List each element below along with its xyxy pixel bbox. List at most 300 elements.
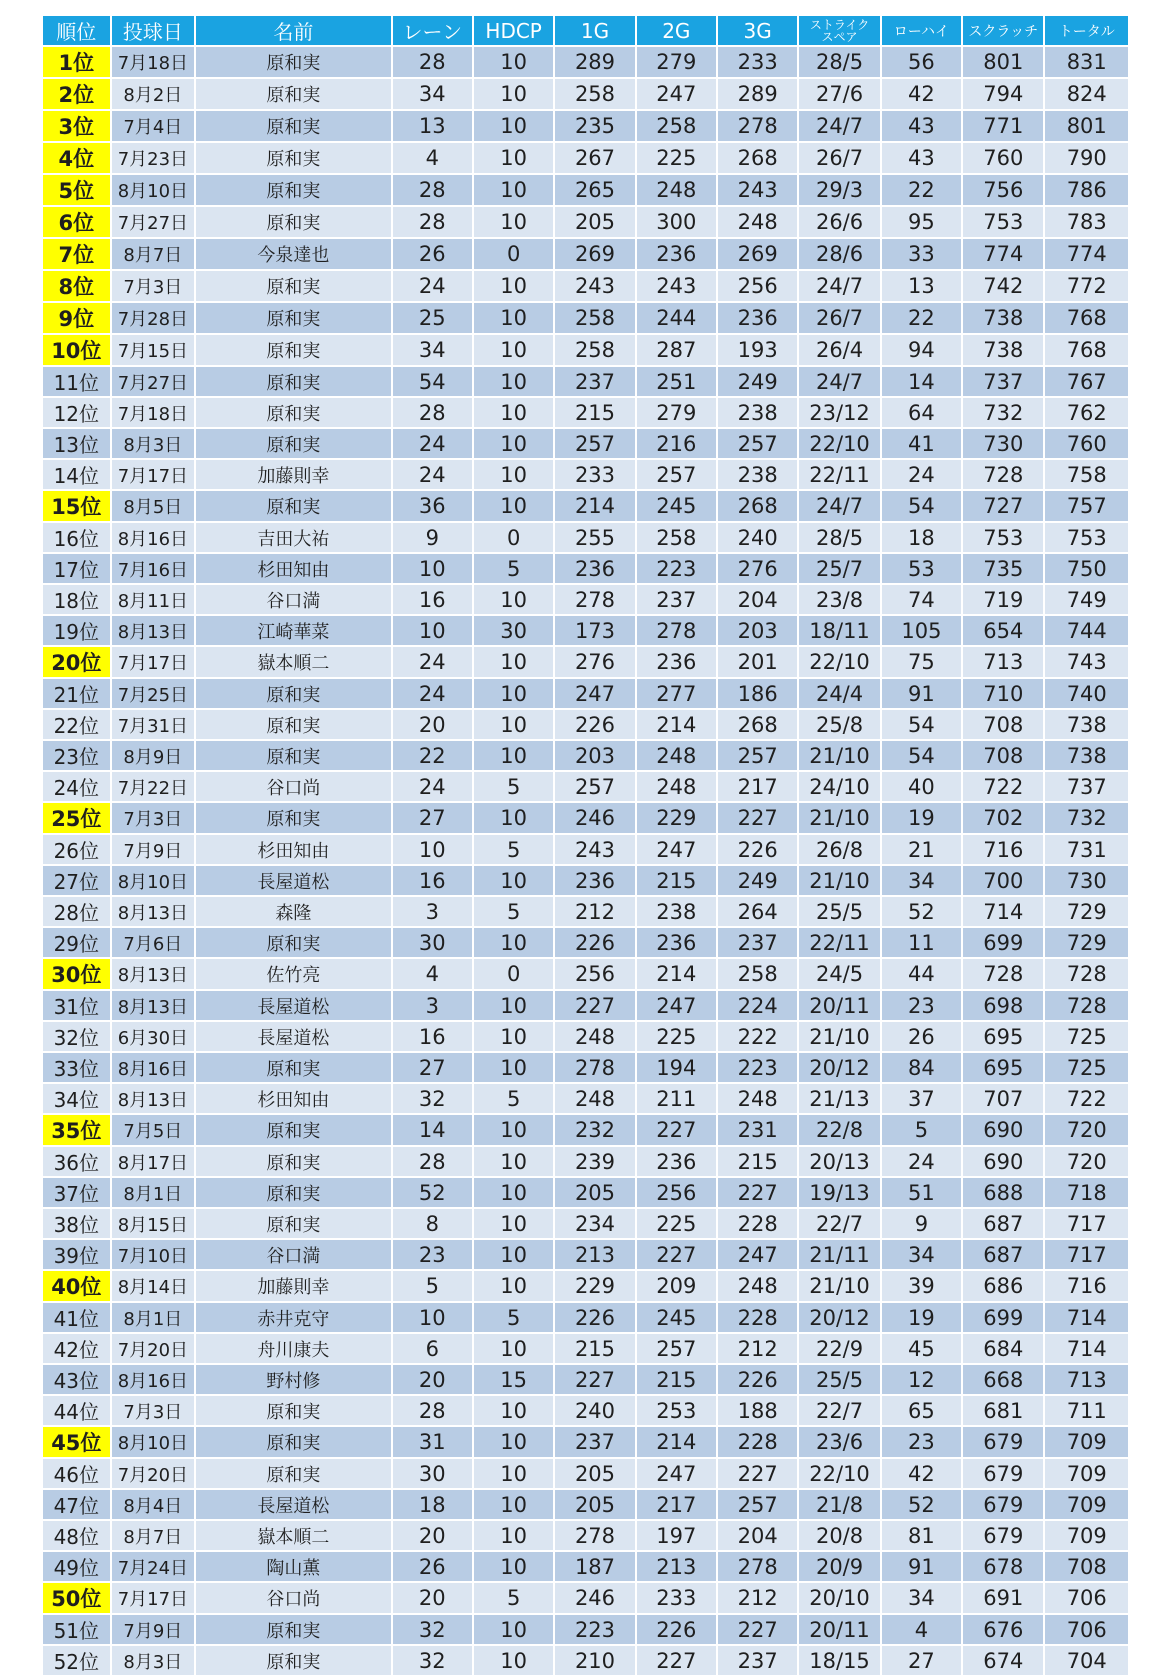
name-cell: 原和実 [195, 1208, 392, 1239]
strike-spare-cell: 22/10 [798, 1458, 880, 1489]
table-row [43, 1364, 1128, 1395]
hdcp-cell: 10 [473, 142, 554, 174]
name-cell: 長屋道松 [195, 990, 392, 1021]
scratch-cell: 698 [962, 990, 1044, 1021]
game3-score: 193 [717, 334, 798, 366]
rank-cell: 36位 [43, 1146, 111, 1177]
hdcp-cell: 5 [473, 553, 554, 584]
table-row [43, 1395, 1128, 1426]
game2-score: 227 [636, 1645, 717, 1676]
hdcp-cell: 10 [473, 1551, 554, 1582]
table-row [43, 1489, 1128, 1520]
lane-cell: 20 [392, 709, 473, 740]
game3-score: 236 [717, 302, 798, 334]
scratch-cell: 687 [962, 1208, 1044, 1239]
total-cell: 760 [1044, 428, 1128, 459]
lane-cell: 24 [392, 428, 473, 459]
game2-score: 214 [636, 958, 717, 990]
scratch-cell: 732 [962, 397, 1044, 428]
lowhigh-cell: 33 [881, 238, 962, 270]
total-cell: 725 [1044, 1021, 1128, 1052]
game1-score: 233 [554, 459, 635, 490]
date-cell: 7月27日 [111, 206, 196, 238]
lowhigh-cell: 52 [881, 1489, 962, 1520]
game1-score: 258 [554, 334, 635, 366]
rank-cell: 52位 [43, 1645, 111, 1676]
hdcp-cell: 30 [473, 615, 554, 646]
scratch-cell: 710 [962, 678, 1044, 709]
lowhigh-cell: 54 [881, 490, 962, 522]
lowhigh-cell: 105 [881, 615, 962, 646]
strike-spare-cell: 22/7 [798, 1395, 880, 1426]
date-cell: 7月22日 [111, 771, 196, 802]
name-cell: 原和実 [195, 1426, 392, 1458]
scratch-cell: 674 [962, 1645, 1044, 1676]
strike-spare-cell: 19/13 [798, 1177, 880, 1208]
game2-score: 211 [636, 1083, 717, 1114]
header-scratch: スクラッチ [962, 16, 1044, 46]
strike-spare-cell: 26/7 [798, 142, 880, 174]
game3-score: 248 [717, 1270, 798, 1302]
lowhigh-cell: 95 [881, 206, 962, 238]
game2-score: 277 [636, 678, 717, 709]
total-cell: 717 [1044, 1208, 1128, 1239]
game3-score: 227 [717, 1177, 798, 1208]
strike-spare-cell: 22/8 [798, 1114, 880, 1146]
rank-cell: 40位 [43, 1270, 111, 1302]
ranking-table [43, 16, 1128, 1677]
total-cell: 772 [1044, 270, 1128, 302]
name-cell: 嶽本順二 [195, 646, 392, 678]
rank-cell: 46位 [43, 1458, 111, 1489]
strike-spare-cell: 23/8 [798, 584, 880, 615]
lane-cell: 22 [392, 740, 473, 771]
lowhigh-cell: 81 [881, 1520, 962, 1551]
date-cell: 7月20日 [111, 1458, 196, 1489]
total-cell: 709 [1044, 1426, 1128, 1458]
hdcp-cell: 10 [473, 1645, 554, 1676]
strike-spare-cell: 24/7 [798, 366, 880, 397]
lowhigh-cell: 52 [881, 896, 962, 927]
game3-score: 237 [717, 1645, 798, 1676]
date-cell: 8月10日 [111, 865, 196, 896]
game3-score: 226 [717, 834, 798, 865]
scratch-cell: 654 [962, 615, 1044, 646]
strike-spare-cell: 21/10 [798, 802, 880, 834]
date-cell: 8月17日 [111, 1146, 196, 1177]
game3-score: 264 [717, 896, 798, 927]
rank-cell: 8位 [43, 270, 111, 302]
scratch-cell: 738 [962, 302, 1044, 334]
game2-score: 233 [636, 1582, 717, 1614]
strike-spare-cell: 23/6 [798, 1426, 880, 1458]
game3-score: 257 [717, 740, 798, 771]
total-cell: 768 [1044, 334, 1128, 366]
strike-spare-cell: 26/8 [798, 834, 880, 865]
date-cell: 8月2日 [111, 78, 196, 110]
name-cell: 長屋道松 [195, 1489, 392, 1520]
name-cell: 原和実 [195, 927, 392, 958]
lowhigh-cell: 74 [881, 584, 962, 615]
game2-score: 247 [636, 1458, 717, 1489]
name-cell: 佐竹亮 [195, 958, 392, 990]
lowhigh-cell: 12 [881, 1364, 962, 1395]
rank-cell: 21位 [43, 678, 111, 709]
lane-cell: 3 [392, 990, 473, 1021]
table-row [43, 46, 1128, 78]
hdcp-cell: 10 [473, 459, 554, 490]
game2-score: 217 [636, 1489, 717, 1520]
rank-cell: 4位 [43, 142, 111, 174]
strike-spare-cell: 22/11 [798, 459, 880, 490]
name-cell: 谷口尚 [195, 1582, 392, 1614]
game2-score: 245 [636, 490, 717, 522]
game3-score: 231 [717, 1114, 798, 1146]
hdcp-cell: 5 [473, 1302, 554, 1333]
scratch-cell: 742 [962, 270, 1044, 302]
total-cell: 714 [1044, 1302, 1128, 1333]
rank-cell: 20位 [43, 646, 111, 678]
game1-score: 257 [554, 428, 635, 459]
game2-score: 194 [636, 1052, 717, 1083]
game1-score: 232 [554, 1114, 635, 1146]
date-cell: 7月15日 [111, 334, 196, 366]
game3-score: 248 [717, 206, 798, 238]
hdcp-cell: 10 [473, 1270, 554, 1302]
name-cell: 原和実 [195, 366, 392, 397]
scratch-cell: 774 [962, 238, 1044, 270]
lane-cell: 10 [392, 553, 473, 584]
hdcp-cell: 10 [473, 490, 554, 522]
date-cell: 7月3日 [111, 802, 196, 834]
table-row [43, 302, 1128, 334]
hdcp-cell: 5 [473, 1582, 554, 1614]
date-cell: 6月30日 [111, 1021, 196, 1052]
lane-cell: 4 [392, 958, 473, 990]
lowhigh-cell: 44 [881, 958, 962, 990]
lane-cell: 10 [392, 1302, 473, 1333]
lowhigh-cell: 14 [881, 366, 962, 397]
game3-score: 215 [717, 1146, 798, 1177]
strike-spare-cell: 23/12 [798, 397, 880, 428]
strike-spare-cell: 25/7 [798, 553, 880, 584]
game1-score: 265 [554, 174, 635, 206]
total-cell: 732 [1044, 802, 1128, 834]
game2-score: 244 [636, 302, 717, 334]
hdcp-cell: 10 [473, 334, 554, 366]
lane-cell: 54 [392, 366, 473, 397]
game1-score: 226 [554, 927, 635, 958]
name-cell: 原和実 [195, 110, 392, 142]
table-row [43, 238, 1128, 270]
strike-spare-cell: 22/7 [798, 1208, 880, 1239]
scratch-cell: 695 [962, 1021, 1044, 1052]
date-cell: 8月13日 [111, 990, 196, 1021]
table-row [43, 174, 1128, 206]
lowhigh-cell: 34 [881, 1582, 962, 1614]
date-cell: 8月5日 [111, 490, 196, 522]
lane-cell: 13 [392, 110, 473, 142]
date-cell: 7月4日 [111, 110, 196, 142]
header-total: トータル [1044, 16, 1128, 46]
lowhigh-cell: 43 [881, 110, 962, 142]
table-row [43, 1208, 1128, 1239]
lane-cell: 25 [392, 302, 473, 334]
hdcp-cell: 10 [473, 397, 554, 428]
game2-score: 209 [636, 1270, 717, 1302]
total-cell: 801 [1044, 110, 1128, 142]
table-row [43, 1270, 1128, 1302]
rank-cell: 6位 [43, 206, 111, 238]
header-spare-label: スペア [821, 29, 858, 44]
game1-score: 214 [554, 490, 635, 522]
date-cell: 8月7日 [111, 238, 196, 270]
total-cell: 711 [1044, 1395, 1128, 1426]
total-cell: 744 [1044, 615, 1128, 646]
total-cell: 717 [1044, 1239, 1128, 1270]
rank-cell: 44位 [43, 1395, 111, 1426]
game2-score: 213 [636, 1551, 717, 1582]
scratch-cell: 699 [962, 1302, 1044, 1333]
table-row [43, 1114, 1128, 1146]
game1-score: 248 [554, 1083, 635, 1114]
game2-score: 216 [636, 428, 717, 459]
scratch-cell: 679 [962, 1458, 1044, 1489]
game1-score: 215 [554, 397, 635, 428]
lowhigh-cell: 19 [881, 802, 962, 834]
scratch-cell: 727 [962, 490, 1044, 522]
lowhigh-cell: 26 [881, 1021, 962, 1052]
table-row [43, 802, 1128, 834]
date-cell: 8月13日 [111, 958, 196, 990]
table-row [43, 646, 1128, 678]
game2-score: 226 [636, 1614, 717, 1645]
hdcp-cell: 10 [473, 428, 554, 459]
game2-score: 227 [636, 1239, 717, 1270]
strike-spare-cell: 24/7 [798, 490, 880, 522]
rank-cell: 29位 [43, 927, 111, 958]
strike-spare-cell: 28/6 [798, 238, 880, 270]
strike-spare-cell: 26/6 [798, 206, 880, 238]
lowhigh-cell: 41 [881, 428, 962, 459]
date-cell: 8月7日 [111, 1520, 196, 1551]
total-cell: 753 [1044, 522, 1128, 553]
lowhigh-cell: 9 [881, 1208, 962, 1239]
date-cell: 8月9日 [111, 740, 196, 771]
game2-score: 214 [636, 709, 717, 740]
date-cell: 7月9日 [111, 834, 196, 865]
hdcp-cell: 0 [473, 238, 554, 270]
name-cell: 原和実 [195, 270, 392, 302]
rank-cell: 11位 [43, 366, 111, 397]
game2-score: 237 [636, 584, 717, 615]
game1-score: 255 [554, 522, 635, 553]
game1-score: 237 [554, 1426, 635, 1458]
lane-cell: 34 [392, 78, 473, 110]
scratch-cell: 713 [962, 646, 1044, 678]
lane-cell: 16 [392, 1021, 473, 1052]
total-cell: 740 [1044, 678, 1128, 709]
game3-score: 258 [717, 958, 798, 990]
game3-score: 233 [717, 46, 798, 78]
name-cell: 原和実 [195, 1645, 392, 1676]
scratch-cell: 738 [962, 334, 1044, 366]
total-cell: 709 [1044, 1458, 1128, 1489]
lowhigh-cell: 23 [881, 1426, 962, 1458]
name-cell: 加藤則幸 [195, 1270, 392, 1302]
rank-cell: 25位 [43, 802, 111, 834]
scratch-cell: 719 [962, 584, 1044, 615]
strike-spare-cell: 24/5 [798, 958, 880, 990]
hdcp-cell: 10 [473, 709, 554, 740]
total-cell: 774 [1044, 238, 1128, 270]
rank-cell: 51位 [43, 1614, 111, 1645]
table-row [43, 1582, 1128, 1614]
game2-score: 279 [636, 397, 717, 428]
strike-spare-cell: 21/10 [798, 865, 880, 896]
lane-cell: 30 [392, 927, 473, 958]
hdcp-cell: 10 [473, 740, 554, 771]
lane-cell: 24 [392, 771, 473, 802]
name-cell: 谷口尚 [195, 771, 392, 802]
header-lane: レーン [392, 16, 473, 46]
strike-spare-cell: 29/3 [798, 174, 880, 206]
scratch-cell: 681 [962, 1395, 1044, 1426]
hdcp-cell: 10 [473, 990, 554, 1021]
name-cell: 舟川康夫 [195, 1333, 392, 1364]
date-cell: 7月18日 [111, 397, 196, 428]
scratch-cell: 737 [962, 366, 1044, 397]
scratch-cell: 794 [962, 78, 1044, 110]
lowhigh-cell: 4 [881, 1614, 962, 1645]
game3-score: 204 [717, 584, 798, 615]
total-cell: 758 [1044, 459, 1128, 490]
strike-spare-cell: 20/9 [798, 1551, 880, 1582]
lowhigh-cell: 5 [881, 1114, 962, 1146]
scratch-cell: 668 [962, 1364, 1044, 1395]
table-row [43, 927, 1128, 958]
hdcp-cell: 10 [473, 584, 554, 615]
strike-spare-cell: 20/8 [798, 1520, 880, 1551]
total-cell: 762 [1044, 397, 1128, 428]
rank-cell: 42位 [43, 1333, 111, 1364]
game1-score: 278 [554, 1052, 635, 1083]
game3-score: 228 [717, 1208, 798, 1239]
scratch-cell: 695 [962, 1052, 1044, 1083]
lane-cell: 26 [392, 238, 473, 270]
date-cell: 7月17日 [111, 459, 196, 490]
strike-spare-cell: 25/5 [798, 896, 880, 927]
total-cell: 730 [1044, 865, 1128, 896]
game1-score: 240 [554, 1395, 635, 1426]
date-cell: 8月16日 [111, 522, 196, 553]
rank-cell: 14位 [43, 459, 111, 490]
table-row [43, 553, 1128, 584]
lowhigh-cell: 91 [881, 678, 962, 709]
scratch-cell: 728 [962, 958, 1044, 990]
hdcp-cell: 5 [473, 896, 554, 927]
game1-score: 203 [554, 740, 635, 771]
rank-cell: 39位 [43, 1239, 111, 1270]
name-cell: 谷口満 [195, 1239, 392, 1270]
hdcp-cell: 10 [473, 270, 554, 302]
header-date: 投球日 [111, 16, 196, 46]
game3-score: 278 [717, 1551, 798, 1582]
scratch-cell: 753 [962, 206, 1044, 238]
hdcp-cell: 10 [473, 1426, 554, 1458]
name-cell: 原和実 [195, 740, 392, 771]
game1-score: 227 [554, 1364, 635, 1395]
hdcp-cell: 5 [473, 1083, 554, 1114]
lane-cell: 5 [392, 1270, 473, 1302]
rank-cell: 26位 [43, 834, 111, 865]
lane-cell: 23 [392, 1239, 473, 1270]
rank-cell: 7位 [43, 238, 111, 270]
rank-cell: 24位 [43, 771, 111, 802]
table-row [43, 428, 1128, 459]
strike-spare-cell: 20/13 [798, 1146, 880, 1177]
lane-cell: 36 [392, 490, 473, 522]
game1-score: 256 [554, 958, 635, 990]
date-cell: 7月23日 [111, 142, 196, 174]
lane-cell: 18 [392, 1489, 473, 1520]
lane-cell: 28 [392, 174, 473, 206]
name-cell: 原和実 [195, 428, 392, 459]
name-cell: 原和実 [195, 1458, 392, 1489]
strike-spare-cell: 24/7 [798, 270, 880, 302]
scratch-cell: 702 [962, 802, 1044, 834]
date-cell: 7月17日 [111, 646, 196, 678]
hdcp-cell: 10 [473, 1520, 554, 1551]
table-row [43, 615, 1128, 646]
hdcp-cell: 0 [473, 958, 554, 990]
game1-score: 229 [554, 1270, 635, 1302]
name-cell: 杉田知由 [195, 553, 392, 584]
total-cell: 767 [1044, 366, 1128, 397]
game1-score: 226 [554, 709, 635, 740]
strike-spare-cell: 20/11 [798, 990, 880, 1021]
strike-spare-cell: 20/11 [798, 1614, 880, 1645]
strike-spare-cell: 20/12 [798, 1052, 880, 1083]
scratch-cell: 686 [962, 1270, 1044, 1302]
lowhigh-cell: 42 [881, 1458, 962, 1489]
table-row [43, 1021, 1128, 1052]
rank-cell: 31位 [43, 990, 111, 1021]
total-cell: 708 [1044, 1551, 1128, 1582]
lowhigh-cell: 13 [881, 270, 962, 302]
lane-cell: 6 [392, 1333, 473, 1364]
lane-cell: 10 [392, 615, 473, 646]
date-cell: 7月16日 [111, 553, 196, 584]
hdcp-cell: 10 [473, 1333, 554, 1364]
date-cell: 8月13日 [111, 896, 196, 927]
scratch-cell: 730 [962, 428, 1044, 459]
total-cell: 704 [1044, 1645, 1128, 1676]
game1-score: 227 [554, 990, 635, 1021]
game2-score: 258 [636, 110, 717, 142]
rank-cell: 23位 [43, 740, 111, 771]
lowhigh-cell: 84 [881, 1052, 962, 1083]
table-row [43, 206, 1128, 238]
table-row [43, 1146, 1128, 1177]
hdcp-cell: 10 [473, 802, 554, 834]
total-cell: 722 [1044, 1083, 1128, 1114]
lowhigh-cell: 22 [881, 302, 962, 334]
date-cell: 8月16日 [111, 1364, 196, 1395]
lane-cell: 32 [392, 1083, 473, 1114]
total-cell: 786 [1044, 174, 1128, 206]
game3-score: 186 [717, 678, 798, 709]
